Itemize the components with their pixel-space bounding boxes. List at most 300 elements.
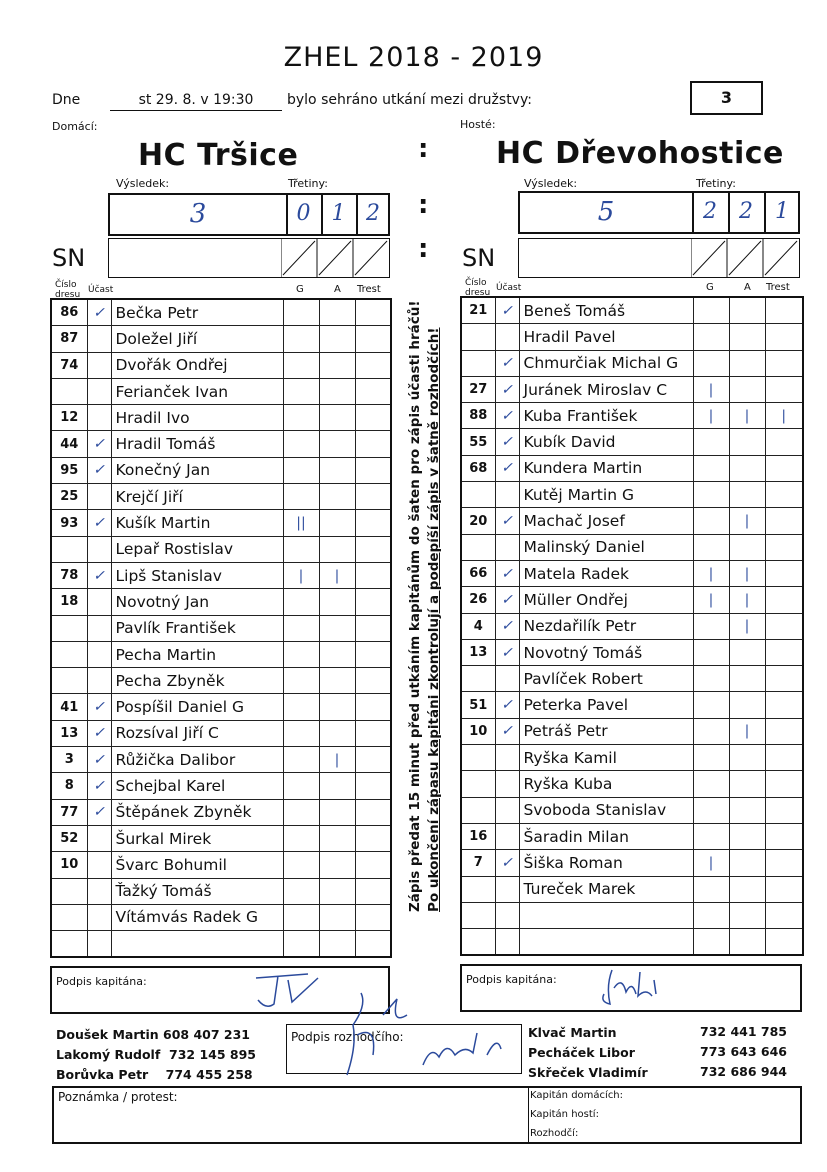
- penalty-mark: [355, 352, 391, 378]
- goals-mark: [693, 666, 729, 692]
- contact-right-2-phone: 773 643 646: [700, 1044, 787, 1059]
- roster-row: [51, 326, 391, 352]
- away-col-number: Číslo dresu: [465, 278, 491, 298]
- penalty-mark: [765, 745, 803, 771]
- home-third-2: 1: [331, 201, 346, 226]
- contact-left-2: Lakomý Rudolf 732 145 895: [56, 1047, 256, 1062]
- player-name: Pavlíček Robert: [519, 666, 693, 692]
- goals-mark: [283, 484, 319, 510]
- contact-right-3-name: Skřeček Vladimír: [528, 1065, 648, 1080]
- away-col-attendance: Účast: [496, 283, 522, 293]
- player-name: [519, 929, 693, 956]
- note-label: Poznámka / protest:: [58, 1090, 178, 1104]
- goals-mark: [283, 904, 319, 930]
- player-number: 25: [51, 484, 87, 510]
- roster-row: [51, 589, 391, 615]
- player-number: [51, 378, 87, 404]
- referee-label: Podpis rozhodčího:: [291, 1030, 404, 1044]
- player-number: [51, 904, 87, 930]
- player-name: Bečka Petr: [111, 299, 283, 326]
- away-col-a: A: [744, 282, 751, 293]
- roster-row: [51, 825, 391, 851]
- roster-row: [461, 324, 803, 350]
- roster-row: [461, 508, 803, 534]
- roster-row: [461, 639, 803, 665]
- attendance-mark: ✓: [87, 747, 111, 773]
- assists-mark: |: [319, 562, 355, 588]
- player-name: Rozsíval Jiří C: [111, 720, 283, 746]
- goals-mark: [283, 299, 319, 326]
- goals-mark: [693, 455, 729, 481]
- roster-row: [51, 720, 391, 746]
- roster-row: [51, 431, 391, 457]
- assists-mark: |: [729, 560, 765, 586]
- assists-mark: [319, 825, 355, 851]
- roster-row: [461, 876, 803, 902]
- attendance-mark: ✓: [87, 457, 111, 483]
- player-name: Machač Josef: [519, 508, 693, 534]
- assists-mark: [319, 326, 355, 352]
- penalty-mark: [765, 797, 803, 823]
- assists-mark: [729, 876, 765, 902]
- assists-mark: [729, 929, 765, 956]
- player-name: Pospíšil Daniel G: [111, 694, 283, 720]
- separator-colon: :: [418, 234, 429, 264]
- player-name: Kuba František: [519, 403, 693, 429]
- player-name: Dvořák Ondřej: [111, 352, 283, 378]
- player-name: Matela Radek: [519, 560, 693, 586]
- player-name: Malinský Daniel: [519, 534, 693, 560]
- goals-mark: [283, 536, 319, 562]
- player-name: Tureček Marek: [519, 876, 693, 902]
- penalty-mark: [355, 457, 391, 483]
- footer-away-captain: Kapitán hostí:: [530, 1109, 599, 1120]
- player-name: Vítámvás Radek G: [111, 904, 283, 930]
- player-number: [461, 534, 495, 560]
- player-number: 20: [461, 508, 495, 534]
- assists-mark: [319, 641, 355, 667]
- home-third-3: 2: [366, 201, 380, 226]
- attendance-mark: ✓: [495, 560, 519, 586]
- away-third-1: 2: [703, 199, 717, 224]
- referee-signature-box[interactable]: [286, 1024, 522, 1074]
- roster-row: [51, 484, 391, 510]
- goals-mark: [283, 799, 319, 825]
- away-result-box: [518, 191, 800, 234]
- penalty-mark: [765, 902, 803, 928]
- goals-mark: [693, 692, 729, 718]
- player-name: Švarc Bohumil: [111, 852, 283, 878]
- away-result-label: Výsledek:: [524, 177, 578, 190]
- player-name: Lipš Stanislav: [111, 562, 283, 588]
- footer-home-captain: Kapitán domácích:: [530, 1090, 624, 1101]
- roster-row: [461, 613, 803, 639]
- player-name: Ryška Kuba: [519, 771, 693, 797]
- player-number: [461, 482, 495, 508]
- vertical-note-line2: Po ukončení zápasu kapitáni zkontrolují a podepíší zápis v šatně rozhodčích!: [426, 327, 442, 912]
- referee-signature: [327, 985, 527, 1085]
- player-name: Chmurčiak Michal G: [519, 350, 693, 376]
- roster-row: [51, 904, 391, 930]
- penalty-mark: [355, 562, 391, 588]
- roster-row: [461, 376, 803, 402]
- away-sn-box: [518, 238, 800, 278]
- attendance-mark: [87, 878, 111, 904]
- player-number: 44: [51, 431, 87, 457]
- assists-mark: [729, 771, 765, 797]
- roster-row: [51, 378, 391, 404]
- attendance-mark: [87, 904, 111, 930]
- assists-mark: |: [729, 508, 765, 534]
- player-number: 68: [461, 455, 495, 481]
- roster-row: [461, 350, 803, 376]
- attendance-mark: ✓: [495, 429, 519, 455]
- attendance-mark: ✓: [495, 403, 519, 429]
- home-third-1: 0: [296, 201, 311, 226]
- away-score: 5: [597, 197, 615, 227]
- penalty-mark: [355, 694, 391, 720]
- player-number: [461, 876, 495, 902]
- away-team-name: HC Dřevohostice: [496, 136, 784, 171]
- player-name: Šiška Roman: [519, 850, 693, 876]
- goals-mark: [693, 797, 729, 823]
- home-col-g: G: [296, 284, 304, 295]
- goals-mark: [693, 718, 729, 744]
- penalty-mark: [765, 929, 803, 956]
- roster-row: [51, 299, 391, 326]
- assists-mark: [319, 720, 355, 746]
- roster-row: [461, 718, 803, 744]
- home-sn-box: [108, 238, 390, 278]
- penalty-mark: [355, 825, 391, 851]
- roster-row: [51, 799, 391, 825]
- goals-mark: [283, 668, 319, 694]
- attendance-mark: [495, 324, 519, 350]
- attendance-mark: [87, 405, 111, 431]
- attendance-mark: ✓: [495, 718, 519, 744]
- penalty-mark: [355, 299, 391, 326]
- note-box[interactable]: [52, 1086, 802, 1144]
- attendance-mark: [87, 484, 111, 510]
- contact-left-1: Doušek Martin 608 407 231: [56, 1027, 250, 1042]
- away-sn-label: SN: [462, 244, 496, 272]
- player-number: 21: [461, 297, 495, 324]
- attendance-mark: ✓: [495, 376, 519, 402]
- assists-mark: [729, 797, 765, 823]
- player-name: Ťažký Tomáš: [111, 878, 283, 904]
- goals-mark: [693, 613, 729, 639]
- penalty-mark: [765, 534, 803, 560]
- assists-mark: [319, 536, 355, 562]
- attendance-mark: ✓: [495, 350, 519, 376]
- attendance-mark: [87, 326, 111, 352]
- goals-mark: [283, 457, 319, 483]
- goals-mark: [283, 589, 319, 615]
- roster-row: [461, 482, 803, 508]
- player-number: [461, 745, 495, 771]
- vertical-note-line1: Zápis předat 15 minut před utkáním kapitánům do šaten pro zápis účasti hráčů!: [407, 300, 423, 912]
- penalty-mark: [765, 482, 803, 508]
- player-number: 88: [461, 403, 495, 429]
- goals-mark: [693, 639, 729, 665]
- assists-mark: |: [729, 613, 765, 639]
- attendance-mark: ✓: [495, 508, 519, 534]
- home-score: 3: [189, 199, 207, 229]
- home-roster-table: [50, 298, 392, 958]
- roster-row: [461, 429, 803, 455]
- attendance-mark: ✓: [87, 773, 111, 799]
- goals-mark: [283, 352, 319, 378]
- attendance-mark: [495, 929, 519, 956]
- goals-mark: [693, 823, 729, 849]
- attendance-mark: ✓: [87, 431, 111, 457]
- player-name: Petráš Petr: [519, 718, 693, 744]
- penalty-mark: [765, 876, 803, 902]
- player-name: Nezdařilík Petr: [519, 613, 693, 639]
- assists-mark: [319, 510, 355, 536]
- attendance-mark: [87, 852, 111, 878]
- roster-row: [461, 745, 803, 771]
- attendance-mark: [87, 378, 111, 404]
- player-name: Novotný Jan: [111, 589, 283, 615]
- player-number: 93: [51, 510, 87, 536]
- player-number: 41: [51, 694, 87, 720]
- player-number: 10: [51, 852, 87, 878]
- roster-row: [51, 878, 391, 904]
- player-number: [51, 615, 87, 641]
- player-number: 4: [461, 613, 495, 639]
- match-number: 3: [690, 81, 763, 115]
- roster-row: [51, 562, 391, 588]
- roster-row: [461, 797, 803, 823]
- player-name: Ferianček Ivan: [111, 378, 283, 404]
- assists-mark: [729, 850, 765, 876]
- penalty-mark: [765, 666, 803, 692]
- player-number: 86: [51, 299, 87, 326]
- penalty-mark: [355, 326, 391, 352]
- player-number: [461, 350, 495, 376]
- penalty-mark: [355, 668, 391, 694]
- assists-mark: [319, 615, 355, 641]
- penalty-mark: [765, 429, 803, 455]
- contact-right-2-name: Pecháček Libor: [528, 1045, 635, 1060]
- player-number: 13: [51, 720, 87, 746]
- penalty-mark: [765, 692, 803, 718]
- played-label: bylo sehráno utkání mezi družstvy:: [287, 92, 532, 108]
- roster-row: [51, 931, 391, 958]
- player-number: [461, 324, 495, 350]
- player-name: [519, 902, 693, 928]
- player-name: Růžička Dalibor: [111, 747, 283, 773]
- player-number: [461, 797, 495, 823]
- away-col-trest: Trest: [766, 282, 790, 293]
- player-number: 78: [51, 562, 87, 588]
- assists-mark: [729, 823, 765, 849]
- footer-referee: Rozhodčí:: [530, 1128, 579, 1139]
- player-number: [51, 641, 87, 667]
- player-name: Pavlík František: [111, 615, 283, 641]
- contact-right-1-name: Klvač Martin: [528, 1025, 617, 1040]
- home-captain-label: Podpis kapitána:: [56, 975, 147, 988]
- player-name: Šaradin Milan: [519, 823, 693, 849]
- roster-row: [461, 850, 803, 876]
- penalty-mark: [355, 510, 391, 536]
- goals-mark: [283, 431, 319, 457]
- penalty-mark: [765, 771, 803, 797]
- roster-row: [51, 747, 391, 773]
- goals-mark: [693, 482, 729, 508]
- penalty-mark: [765, 455, 803, 481]
- player-number: [51, 536, 87, 562]
- goals-mark: [693, 745, 729, 771]
- assists-mark: |: [729, 718, 765, 744]
- roster-row: [461, 902, 803, 928]
- away-label: Hosté:: [460, 118, 496, 131]
- separator-colon: :: [418, 190, 429, 220]
- attendance-mark: [495, 797, 519, 823]
- player-number: 18: [51, 589, 87, 615]
- player-number: [51, 668, 87, 694]
- goals-mark: |: [693, 403, 729, 429]
- attendance-mark: [495, 876, 519, 902]
- player-name: Juránek Miroslav C: [519, 376, 693, 402]
- player-name: Šurkal Mirek: [111, 825, 283, 851]
- penalty-mark: [765, 560, 803, 586]
- document-title: ZHEL 2018 - 2019: [283, 42, 544, 73]
- contact-right-3-phone: 732 686 944: [700, 1064, 787, 1079]
- away-third-2: 2: [739, 199, 753, 224]
- roster-row: [461, 929, 803, 956]
- goals-mark: [693, 534, 729, 560]
- goals-mark: [283, 405, 319, 431]
- goals-mark: [693, 429, 729, 455]
- goals-mark: [283, 825, 319, 851]
- home-col-number: Číslo dresu: [55, 280, 81, 300]
- contact-right-1-phone: 732 441 785: [700, 1024, 787, 1039]
- goals-mark: |: [693, 850, 729, 876]
- attendance-mark: [495, 666, 519, 692]
- roster-row: [461, 771, 803, 797]
- home-sn-label: SN: [52, 244, 86, 272]
- player-number: 7: [461, 850, 495, 876]
- assists-mark: [319, 378, 355, 404]
- assists-mark: [729, 692, 765, 718]
- player-number: 3: [51, 747, 87, 773]
- player-name: Pecha Martin: [111, 641, 283, 667]
- player-name: Novotný Tomáš: [519, 639, 693, 665]
- away-col-g: G: [706, 282, 714, 293]
- penalty-mark: [355, 589, 391, 615]
- attendance-mark: ✓: [87, 694, 111, 720]
- roster-row: [51, 536, 391, 562]
- home-team-name: HC Tršice: [138, 138, 299, 173]
- note-divider: [528, 1088, 529, 1142]
- roster-row: [51, 615, 391, 641]
- assists-mark: [319, 299, 355, 326]
- assists-mark: [729, 534, 765, 560]
- player-number: [461, 666, 495, 692]
- attendance-mark: ✓: [87, 299, 111, 326]
- penalty-mark: [765, 376, 803, 402]
- away-thirds-label: Třetiny:: [696, 177, 736, 190]
- assists-mark: [729, 350, 765, 376]
- penalty-mark: [355, 904, 391, 930]
- roster-row: [51, 694, 391, 720]
- contact-left-3: Borůvka Petr 774 455 258: [56, 1067, 253, 1082]
- player-name: Konečný Jan: [111, 457, 283, 483]
- roster-row: [461, 455, 803, 481]
- roster-row: [51, 641, 391, 667]
- goals-mark: [283, 720, 319, 746]
- penalty-mark: [355, 431, 391, 457]
- player-name: Kušík Martin: [111, 510, 283, 536]
- assists-mark: [729, 297, 765, 324]
- assists-mark: [729, 455, 765, 481]
- player-number: 66: [461, 560, 495, 586]
- attendance-mark: [87, 536, 111, 562]
- penalty-mark: [765, 718, 803, 744]
- assists-mark: [319, 457, 355, 483]
- player-number: [461, 929, 495, 956]
- assists-mark: [319, 668, 355, 694]
- assists-mark: [319, 484, 355, 510]
- attendance-mark: ✓: [495, 587, 519, 613]
- penalty-mark: |: [765, 403, 803, 429]
- goals-mark: |: [693, 560, 729, 586]
- assists-mark: [729, 745, 765, 771]
- attendance-mark: [495, 823, 519, 849]
- attendance-mark: [87, 589, 111, 615]
- goals-mark: [693, 902, 729, 928]
- player-number: 27: [461, 376, 495, 402]
- roster-row: [461, 403, 803, 429]
- player-number: 13: [461, 639, 495, 665]
- penalty-mark: [355, 799, 391, 825]
- assists-mark: [319, 852, 355, 878]
- player-number: 8: [51, 773, 87, 799]
- roster-row: [51, 457, 391, 483]
- roster-row: [51, 405, 391, 431]
- player-number: 10: [461, 718, 495, 744]
- attendance-mark: ✓: [87, 562, 111, 588]
- attendance-mark: ✓: [495, 455, 519, 481]
- attendance-mark: ✓: [87, 720, 111, 746]
- penalty-mark: [355, 405, 391, 431]
- home-thirds-label: Třetiny:: [288, 177, 328, 190]
- home-label: Domácí:: [52, 120, 98, 133]
- goals-mark: [283, 852, 319, 878]
- roster-row: [461, 560, 803, 586]
- player-number: 26: [461, 587, 495, 613]
- player-name: Kutěj Martin G: [519, 482, 693, 508]
- roster-row: [51, 352, 391, 378]
- away-captain-label: Podpis kapitána:: [466, 973, 557, 986]
- attendance-mark: ✓: [495, 639, 519, 665]
- player-name: Hradil Pavel: [519, 324, 693, 350]
- player-name: Hradil Tomáš: [111, 431, 283, 457]
- player-number: 87: [51, 326, 87, 352]
- assists-mark: [319, 694, 355, 720]
- player-name: Štěpánek Zbyněk: [111, 799, 283, 825]
- penalty-mark: [355, 536, 391, 562]
- player-number: 16: [461, 823, 495, 849]
- goals-mark: |: [693, 376, 729, 402]
- attendance-mark: [495, 902, 519, 928]
- assists-mark: [729, 429, 765, 455]
- player-name: Kubík David: [519, 429, 693, 455]
- attendance-mark: [87, 825, 111, 851]
- goals-mark: [283, 641, 319, 667]
